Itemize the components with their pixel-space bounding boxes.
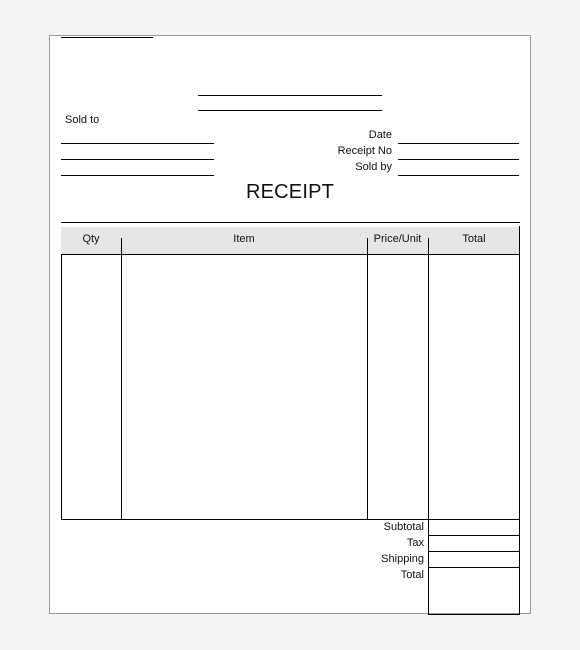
date-line xyxy=(398,143,519,144)
table-top-rule xyxy=(61,222,520,223)
company-address-line xyxy=(198,110,382,111)
sold-to-label: Sold to xyxy=(65,114,100,126)
tax-label: Tax xyxy=(406,537,424,549)
table-left-border xyxy=(61,254,62,519)
header-item: Item xyxy=(233,233,255,245)
tax-line xyxy=(428,551,520,552)
divider-price-total xyxy=(428,238,429,519)
header-underline xyxy=(61,254,520,255)
divider-qty-item xyxy=(121,238,122,519)
receipt-title: RECEIPT xyxy=(245,181,335,203)
sold-to-line-2 xyxy=(61,159,214,160)
table-right-border xyxy=(519,226,520,519)
header-total: Total xyxy=(462,233,486,245)
company-name-line xyxy=(198,95,382,96)
sold-by-label: Sold by xyxy=(355,161,392,173)
total-label: Total xyxy=(400,569,424,581)
date-label: Date xyxy=(368,129,392,141)
receipt-no-label: Receipt No xyxy=(337,145,392,157)
sold-to-line-1 xyxy=(61,143,214,144)
sold-to-line-3 xyxy=(61,175,214,176)
logo-line xyxy=(61,37,153,38)
header-qty: Qty xyxy=(82,233,100,245)
header-price-unit: Price/Unit xyxy=(373,233,422,245)
receipt-no-line xyxy=(398,159,519,160)
subtotal-line xyxy=(428,535,520,536)
divider-item-price xyxy=(367,238,368,519)
subtotal-label: Subtotal xyxy=(383,521,424,533)
shipping-line xyxy=(428,567,520,568)
shipping-label: Shipping xyxy=(381,553,424,565)
sold-by-line xyxy=(398,175,519,176)
